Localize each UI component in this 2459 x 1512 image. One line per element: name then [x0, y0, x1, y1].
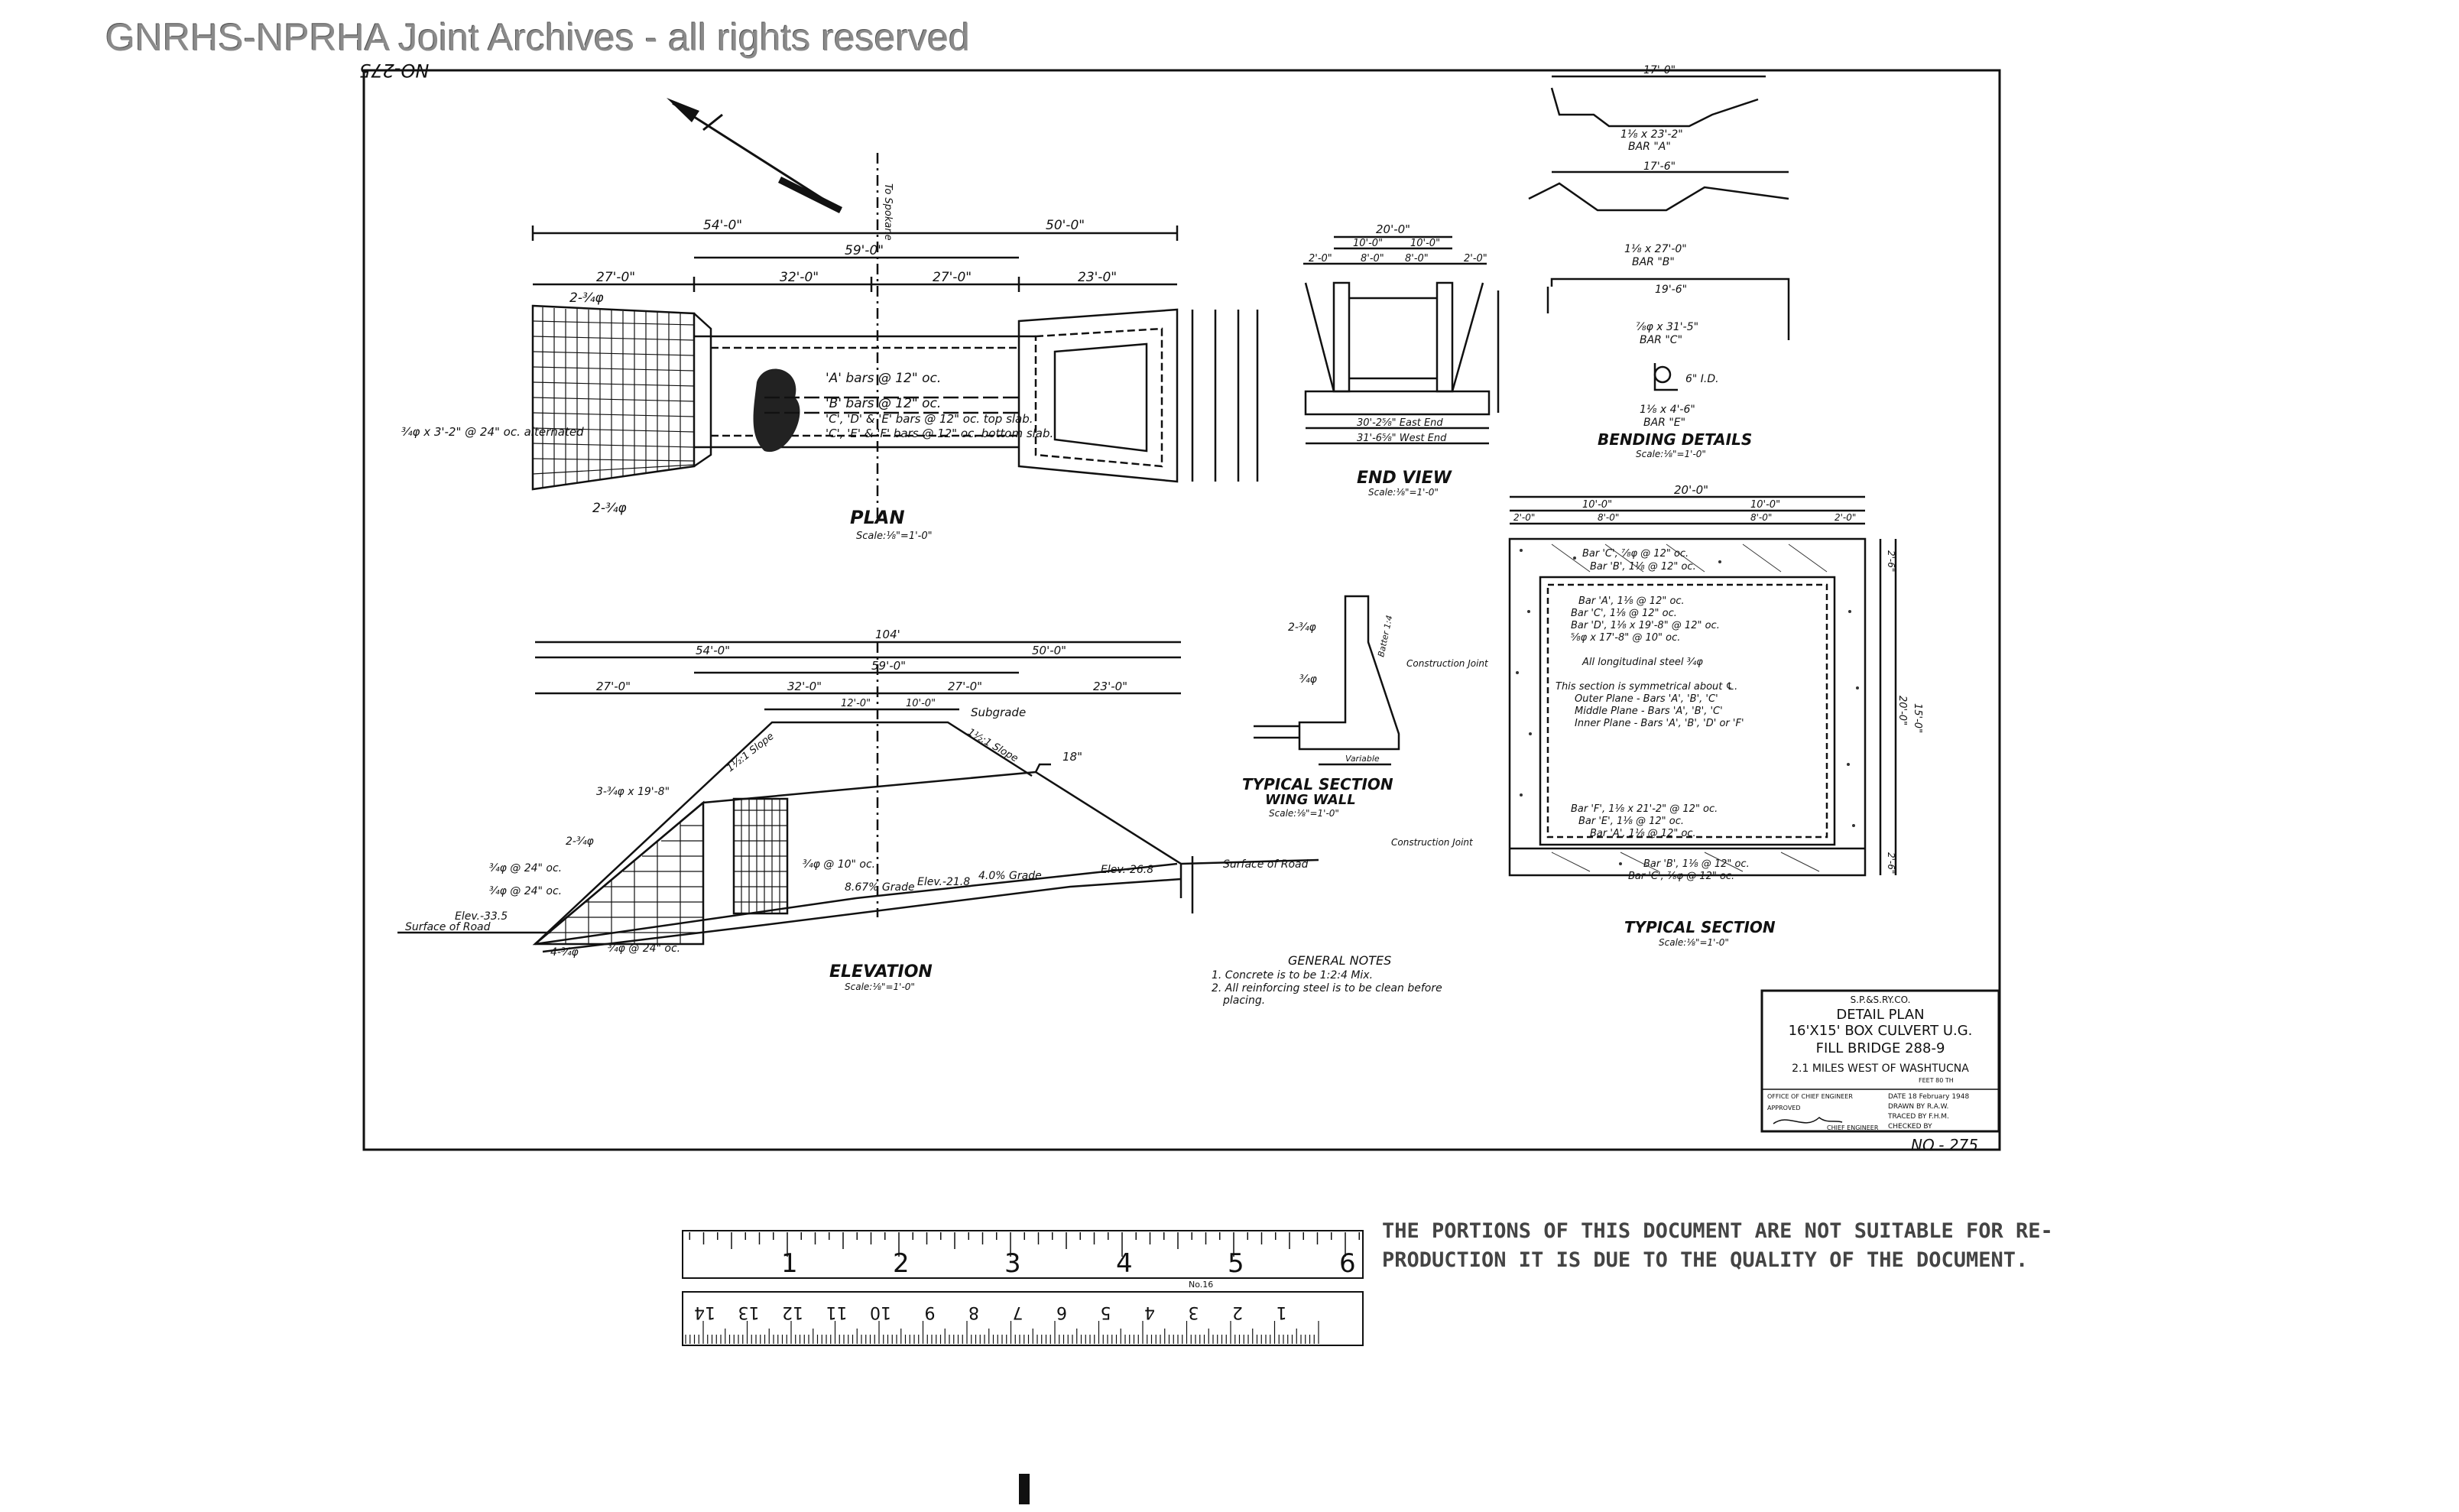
svg-text:8'-0": 8'-0" — [1750, 512, 1773, 523]
svg-text:Bar 'A', 1⅛ @ 12" oc.: Bar 'A', 1⅛ @ 12" oc. — [1590, 828, 1696, 839]
svg-text:Bar 'C', ⅞φ @ 12" oc.: Bar 'C', ⅞φ @ 12" oc. — [1628, 871, 1735, 882]
svg-text:8.67% Grade: 8.67% Grade — [845, 881, 915, 894]
svg-text:27'-0": 27'-0" — [948, 680, 983, 693]
plan-bars-a: 'A' bars @ 12" oc. — [826, 371, 942, 386]
svg-text:BAR "C": BAR "C" — [1640, 334, 1683, 346]
svg-text:Bar 'C', 1⅛ @ 12" oc.: Bar 'C', 1⅛ @ 12" oc. — [1571, 608, 1677, 619]
svg-text:4.0% Grade: 4.0% Grade — [978, 870, 1042, 882]
svg-text:Bar 'F', 1⅛ x 21'-2" @ 12" oc.: Bar 'F', 1⅛ x 21'-2" @ 12" oc. — [1571, 803, 1718, 815]
plan-title: PLAN — [850, 507, 905, 528]
cm-label: 3 — [1188, 1303, 1199, 1322]
svg-text:Scale:⅛"=1'-0": Scale:⅛"=1'-0" — [1636, 449, 1706, 459]
svg-text:Elev.-33.5: Elev.-33.5 — [455, 910, 508, 923]
plan-dim-27: 27'-0" — [596, 270, 636, 285]
svg-text:WING WALL: WING WALL — [1265, 792, 1356, 808]
svg-text:2'-6": 2'-6" — [1886, 852, 1896, 874]
title-block — [1762, 991, 1999, 1131]
plan-dim-23: 23'-0" — [1078, 270, 1118, 285]
wing-wall-section — [1254, 596, 1399, 764]
svg-text:DETAIL PLAN: DETAIL PLAN — [1836, 1007, 1925, 1023]
svg-text:¾φ: ¾φ — [1299, 673, 1317, 686]
inch-label: 6 — [1339, 1248, 1356, 1279]
svg-text:¾φ @ 10" oc.: ¾φ @ 10" oc. — [803, 858, 876, 871]
svg-text:8'-0": 8'-0" — [1405, 253, 1429, 264]
sheet-number-top: NO-275 — [359, 60, 430, 81]
svg-text:BAR "B": BAR "B" — [1632, 256, 1675, 268]
svg-text:10'-0": 10'-0" — [1353, 238, 1384, 249]
svg-text:20'-0": 20'-0" — [1674, 483, 1709, 497]
svg-text:Scale:⅛"=1'-0": Scale:⅛"=1'-0" — [1368, 487, 1439, 498]
svg-text:BAR "A": BAR "A" — [1628, 141, 1671, 153]
cm-label: 6 — [1056, 1303, 1067, 1322]
svg-text:4-¾φ: 4-¾φ — [550, 946, 579, 959]
svg-text:15'-0": 15'-0" — [1912, 703, 1923, 734]
svg-text:20'-0": 20'-0" — [1376, 222, 1411, 236]
plan-to-spokane: To Spokane — [882, 183, 894, 241]
cm-label: 8 — [968, 1303, 979, 1322]
svg-text:1⅛ x 27'-0": 1⅛ x 27'-0" — [1624, 243, 1687, 255]
svg-text:APPROVED: APPROVED — [1767, 1105, 1801, 1111]
svg-text:Bar 'D', 1⅛ x 19'-8" @ 12" oc.: Bar 'D', 1⅛ x 19'-8" @ 12" oc. — [1571, 620, 1720, 631]
svg-text:31'-6⅝" West End: 31'-6⅝" West End — [1357, 433, 1447, 444]
svg-text:FILL BRIDGE 288-9: FILL BRIDGE 288-9 — [1815, 1040, 1945, 1056]
plan-labels — [401, 183, 1117, 542]
elevation-title: ELEVATION — [829, 962, 933, 982]
svg-text:17'-0": 17'-0" — [1643, 64, 1676, 76]
cm-label: 10 — [870, 1303, 891, 1322]
svg-text:TRACED BY F.H.M.: TRACED BY F.H.M. — [1888, 1113, 1949, 1121]
svg-text:10'-0": 10'-0" — [1582, 499, 1613, 511]
svg-text:placing.: placing. — [1223, 994, 1266, 1007]
svg-text:8'-0": 8'-0" — [1361, 253, 1384, 264]
bending-title: BENDING DETAILS — [1598, 430, 1753, 449]
svg-text:Variable: Variable — [1345, 754, 1380, 764]
plan-bar-top: 2-¾φ — [569, 290, 604, 306]
cm-label: 13 — [738, 1303, 760, 1322]
svg-text:50'-0": 50'-0" — [1032, 644, 1067, 657]
svg-text:Bar 'C', ⅞φ @ 12" oc.: Bar 'C', ⅞φ @ 12" oc. — [1582, 548, 1689, 560]
cm-label: 9 — [924, 1303, 936, 1322]
plan-dim-50: 50'-0" — [1046, 218, 1085, 233]
inch-label: 5 — [1228, 1248, 1244, 1279]
archive-watermark: GNRHS-NPRHA Joint Archives - all rights reserved — [105, 16, 970, 59]
svg-text:2.1 MILES WEST OF WASHTUCNA: 2.1 MILES WEST OF WASHTUCNA — [1792, 1063, 1969, 1075]
svg-text:2-¾φ: 2-¾φ — [1288, 621, 1316, 634]
svg-text:6" I.D.: 6" I.D. — [1685, 373, 1719, 385]
svg-text:1. Concrete is to be 1:2:4 Mix: 1. Concrete is to be 1:2:4 Mix. — [1212, 969, 1374, 982]
scale-ruler — [683, 1231, 1363, 1345]
svg-text:2'-0": 2'-0" — [1513, 512, 1536, 523]
general-notes — [1212, 953, 1442, 1007]
svg-text:Scale:⅛"=1'-0": Scale:⅛"=1'-0" — [1659, 937, 1729, 948]
svg-text:Elev.-26.8: Elev.-26.8 — [1101, 864, 1154, 876]
sheet-number-bottom: NO.- 275 — [1911, 1136, 1978, 1154]
svg-text:Elev.-21.8: Elev.-21.8 — [917, 876, 971, 888]
svg-text:¾φ @ 24" oc.: ¾φ @ 24" oc. — [489, 885, 563, 897]
svg-text:32'-0": 32'-0" — [787, 680, 822, 693]
svg-text:Construction Joint: Construction Joint — [1391, 837, 1473, 848]
inch-label: 3 — [1004, 1248, 1021, 1279]
cm-label: 5 — [1100, 1303, 1111, 1322]
svg-text:12'-0": 12'-0" — [841, 698, 871, 709]
svg-text:Bar 'E', 1⅛ @ 12" oc.: Bar 'E', 1⅛ @ 12" oc. — [1578, 816, 1685, 827]
svg-text:17'-6": 17'-6" — [1643, 161, 1676, 173]
svg-text:This section is symmetrical ab: This section is symmetrical about ℄. — [1556, 681, 1738, 693]
cm-label: 11 — [826, 1303, 848, 1322]
engineer-signature — [1773, 1118, 1842, 1124]
inch-label: 2 — [893, 1248, 910, 1279]
svg-text:Bar 'A', 1⅛ @ 12" oc.: Bar 'A', 1⅛ @ 12" oc. — [1578, 595, 1685, 607]
svg-text:S.P.&S.RY.CO.: S.P.&S.RY.CO. — [1850, 994, 1911, 1005]
svg-text:30'-2⅝" East End: 30'-2⅝" East End — [1357, 417, 1443, 429]
svg-text:1⅛ x 23'-2": 1⅛ x 23'-2" — [1620, 128, 1683, 141]
cm-label: 4 — [1144, 1303, 1155, 1322]
svg-text:GENERAL NOTES: GENERAL NOTES — [1288, 953, 1392, 968]
stamp-line-2: PRODUCTION IT IS DUE TO THE QUALITY OF THE DOCUMENT. — [1382, 1248, 2029, 1272]
svg-text:2'-0": 2'-0" — [1309, 253, 1332, 264]
svg-text:No.16: No.16 — [1189, 1280, 1214, 1290]
svg-text:All longitudinal steel ¾φ: All longitudinal steel ¾φ — [1582, 657, 1703, 668]
svg-text:54'-0": 54'-0" — [696, 644, 731, 657]
plan-dim-59: 59'-0" — [845, 243, 884, 258]
svg-text:18": 18" — [1062, 750, 1082, 764]
svg-text:Surface of Road: Surface of Road — [1223, 858, 1309, 871]
quality-stamp — [1382, 1217, 2053, 1275]
cm-label: 14 — [694, 1303, 715, 1322]
typical-section-title: TYPICAL SECTION — [1624, 918, 1776, 936]
svg-text:10'-0": 10'-0" — [906, 698, 936, 709]
svg-text:Subgrade: Subgrade — [971, 706, 1027, 719]
plan-bar-bottom: 2-¾φ — [592, 501, 627, 516]
svg-text:DATE 18 February 1948: DATE 18 February 1948 — [1888, 1093, 1970, 1101]
typical-section-labels — [1391, 483, 1923, 948]
svg-text:3-¾φ x 19'-8": 3-¾φ x 19'-8" — [596, 786, 670, 798]
svg-text:Surface of Road: Surface of Road — [405, 921, 491, 933]
cm-label: 1 — [1276, 1303, 1287, 1322]
svg-text:104': 104' — [875, 628, 900, 641]
svg-text:CHIEF ENGINEER: CHIEF ENGINEER — [1827, 1124, 1879, 1131]
svg-text:1⅛ x 4'-6": 1⅛ x 4'-6" — [1640, 404, 1695, 416]
svg-text:¾φ @ 24" oc.: ¾φ @ 24" oc. — [489, 862, 563, 874]
svg-text:Bar 'B', 1⅛ @ 12" oc.: Bar 'B', 1⅛ @ 12" oc. — [1643, 858, 1750, 870]
svg-text:Construction Joint: Construction Joint — [1406, 658, 1488, 669]
svg-text:¾φ @ 24" oc.: ¾φ @ 24" oc. — [608, 943, 681, 955]
wing-wall-labels — [1242, 615, 1394, 819]
elevation-labels — [405, 628, 1309, 992]
svg-text:Middle Plane - Bars 'A', 'B',: Middle Plane - Bars 'A', 'B', 'C' — [1575, 706, 1723, 717]
svg-text:DRAWN BY R.A.W.: DRAWN BY R.A.W. — [1888, 1103, 1949, 1111]
inch-label: 1 — [781, 1248, 798, 1279]
north-arrow-icon — [667, 98, 841, 210]
wing-wall-title: TYPICAL SECTION — [1242, 775, 1393, 793]
svg-text:2'-6": 2'-6" — [1886, 550, 1896, 573]
svg-text:8'-0": 8'-0" — [1598, 512, 1620, 523]
plan-view — [533, 153, 1257, 520]
binder-mark — [1019, 1474, 1030, 1504]
svg-text:2-¾φ: 2-¾φ — [566, 835, 594, 848]
svg-text:Inner Plane - Bars 'A', 'B', ': Inner Plane - Bars 'A', 'B', 'D' or 'F' — [1575, 718, 1744, 729]
svg-text:OFFICE OF CHIEF ENGINEER: OFFICE OF CHIEF ENGINEER — [1767, 1093, 1853, 1100]
svg-text:Scale:⅛"=1'-0": Scale:⅛"=1'-0" — [845, 982, 915, 992]
cm-label: 7 — [1012, 1303, 1024, 1322]
plan-dim-54: 54'-0" — [703, 218, 743, 233]
svg-text:27'-0": 27'-0" — [596, 680, 631, 693]
svg-text:1½:1 Slope: 1½:1 Slope — [965, 726, 1020, 765]
svg-text:19'-6": 19'-6" — [1655, 284, 1688, 296]
plan-bars-cdf: 'C', 'D' & 'E' bars @ 12" oc. top slab. — [826, 412, 1033, 426]
svg-text:23'-0": 23'-0" — [1093, 680, 1128, 693]
cm-label: 2 — [1232, 1303, 1243, 1322]
end-view-title: END VIEW — [1357, 469, 1452, 488]
svg-text:⅞φ x 31'-5": ⅞φ x 31'-5" — [1636, 321, 1699, 333]
svg-text:10'-0": 10'-0" — [1750, 499, 1781, 511]
cm-label: 12 — [782, 1303, 803, 1322]
svg-text:2'-0": 2'-0" — [1835, 512, 1857, 523]
plan-bars-b: 'B' bars @ 12" oc. — [826, 396, 942, 411]
plan-left-note: ¾φ x 3'-2" @ 24" oc. alternated — [401, 425, 584, 439]
svg-text:1½:1 Slope: 1½:1 Slope — [725, 730, 777, 775]
svg-text:2. All reinforcing steel is to: 2. All reinforcing steel is to be clean before — [1212, 982, 1442, 994]
inch-label: 4 — [1116, 1248, 1133, 1279]
svg-text:CHECKED BY: CHECKED BY — [1888, 1123, 1932, 1131]
svg-text:20'-0": 20'-0" — [1896, 696, 1908, 726]
plan-dim-32: 32'-0" — [780, 270, 819, 285]
svg-text:16'X15' BOX CULVERT U.G.: 16'X15' BOX CULVERT U.G. — [1788, 1023, 1973, 1039]
elevation-view — [397, 642, 1319, 952]
stamp-line-1: THE PORTIONS OF THIS DOCUMENT ARE NOT SUITABLE FOR RE- — [1382, 1219, 2053, 1243]
svg-text:Scale:⅛"=1'-0": Scale:⅛"=1'-0" — [1269, 808, 1339, 819]
plan-scale: Scale:⅛"=1'-0" — [856, 530, 933, 542]
svg-text:59'-0": 59'-0" — [871, 659, 907, 673]
bending-labels — [1598, 64, 1752, 459]
plan-dim-27b: 27'-0" — [933, 270, 972, 285]
svg-text:10'-0": 10'-0" — [1410, 238, 1441, 249]
svg-text:Outer Plane - Bars 'A', 'B', ': Outer Plane - Bars 'A', 'B', 'C' — [1575, 693, 1718, 705]
svg-text:BAR "E": BAR "E" — [1643, 417, 1686, 429]
svg-text:⅝φ x 17'-8" @ 10" oc.: ⅝φ x 17'-8" @ 10" oc. — [1571, 632, 1681, 644]
svg-text:Batter 1:4: Batter 1:4 — [1376, 614, 1395, 658]
end-view — [1303, 237, 1498, 443]
svg-text:FEET 80 TH: FEET 80 TH — [1919, 1077, 1954, 1084]
plan-bars-cef: 'C', 'E' & 'F' bars @ 12" oc. bottom slab. — [826, 427, 1054, 440]
svg-text:Bar 'B', 1⅛ @ 12" oc.: Bar 'B', 1⅛ @ 12" oc. — [1590, 561, 1696, 573]
svg-text:2'-0": 2'-0" — [1464, 253, 1487, 264]
